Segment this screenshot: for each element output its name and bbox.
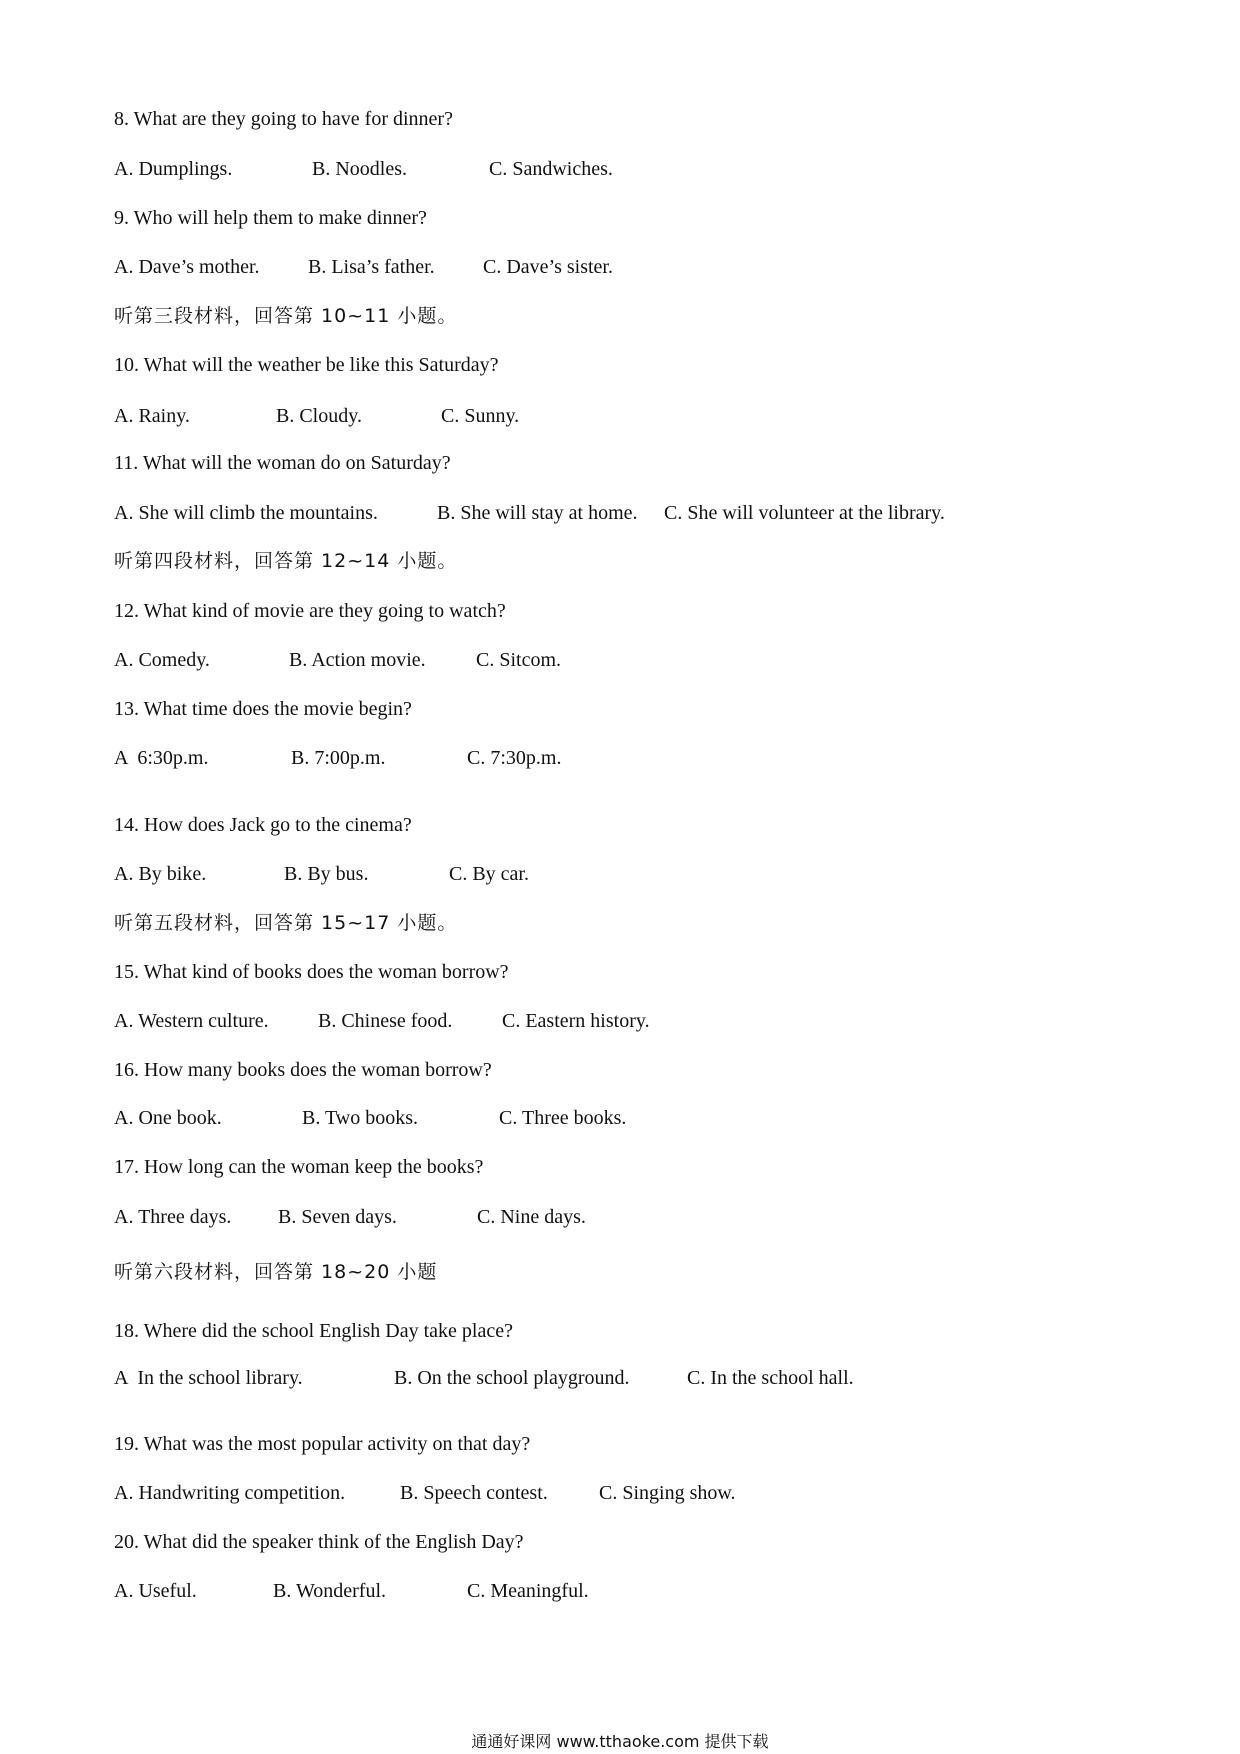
section-5-heading: 听第五段材料，回答第 15~17 小题。 [114,912,458,934]
q10-option-c: C. Sunny. [441,405,520,427]
question-13: 13. What time does the movie begin? [114,698,412,720]
q19-option-a: A. Handwriting competition. [114,1482,346,1504]
question-12: 12. What kind of movie are they going to watch? [114,600,506,622]
q12-option-c: C. Sitcom. [476,649,562,671]
q14-option-c: C. By car. [449,863,529,885]
q9-option-c: C. Dave’s sister. [483,256,613,278]
q14-option-a: A. By bike. [114,863,207,885]
q13-option-b: B. 7:00p.m. [291,747,386,769]
q17-option-a: A. Three days. [114,1206,232,1228]
q11-option-c: C. She will volunteer at the library. [664,502,945,524]
q14-option-b: B. By bus. [284,863,369,885]
question-11: 11. What will the woman do on Saturday? [114,452,451,474]
q8-option-a: A. Dumplings. [114,158,233,180]
question-15: 15. What kind of books does the woman borrow? [114,961,509,983]
q18-option-a: A In the school library. [114,1367,303,1389]
q17-option-b: B. Seven days. [278,1206,397,1228]
q16-option-a: A. One book. [114,1107,222,1129]
q18-option-c: C. In the school hall. [687,1367,854,1389]
page-footer: 通通好课网 www.tthaoke.com 提供下载 [471,1732,769,1751]
question-17: 17. How long can the woman keep the books? [114,1156,484,1178]
section-3-heading: 听第三段材料，回答第 10~11 小题。 [114,305,458,327]
question-14: 14. How does Jack go to the cinema? [114,814,412,836]
q13-option-a: A 6:30p.m. [114,747,209,769]
question-19: 19. What was the most popular activity on that day? [114,1433,531,1455]
q8-option-c: C. Sandwiches. [489,158,613,180]
question-8: 8. What are they going to have for dinner? [114,108,453,130]
q19-option-c: C. Singing show. [599,1482,736,1504]
q20-option-c: C. Meaningful. [467,1580,589,1602]
question-10: 10. What will the weather be like this Saturday? [114,354,499,376]
q11-option-a: A. She will climb the mountains. [114,502,378,524]
q8-option-b: B. Noodles. [312,158,407,180]
q9-option-a: A. Dave’s mother. [114,256,260,278]
q20-option-b: B. Wonderful. [273,1580,387,1602]
q19-option-b: B. Speech contest. [400,1482,548,1504]
q16-option-c: C. Three books. [499,1107,627,1129]
q9-option-b: B. Lisa’s father. [308,256,435,278]
q13-option-c: C. 7:30p.m. [467,747,562,769]
q15-option-b: B. Chinese food. [318,1010,453,1032]
q12-option-b: B. Action movie. [289,649,426,671]
q11-option-b: B. She will stay at home. [437,502,638,524]
q17-option-c: C. Nine days. [477,1206,586,1228]
q16-option-b: B. Two books. [302,1107,419,1129]
section-6-heading: 听第六段材料，回答第 18~20 小题 [114,1261,438,1283]
q18-option-b: B. On the school playground. [394,1367,630,1389]
q12-option-a: A. Comedy. [114,649,210,671]
q10-option-b: B. Cloudy. [276,405,362,427]
question-20: 20. What did the speaker think of the English Day? [114,1531,524,1553]
question-9: 9. Who will help them to make dinner? [114,207,427,229]
question-18: 18. Where did the school English Day take place? [114,1320,513,1342]
q10-option-a: A. Rainy. [114,405,190,427]
section-4-heading: 听第四段材料，回答第 12~14 小题。 [114,550,458,572]
question-16: 16. How many books does the woman borrow? [114,1059,492,1081]
q15-option-c: C. Eastern history. [502,1010,650,1032]
q20-option-a: A. Useful. [114,1580,197,1602]
q15-option-a: A. Western culture. [114,1010,269,1032]
